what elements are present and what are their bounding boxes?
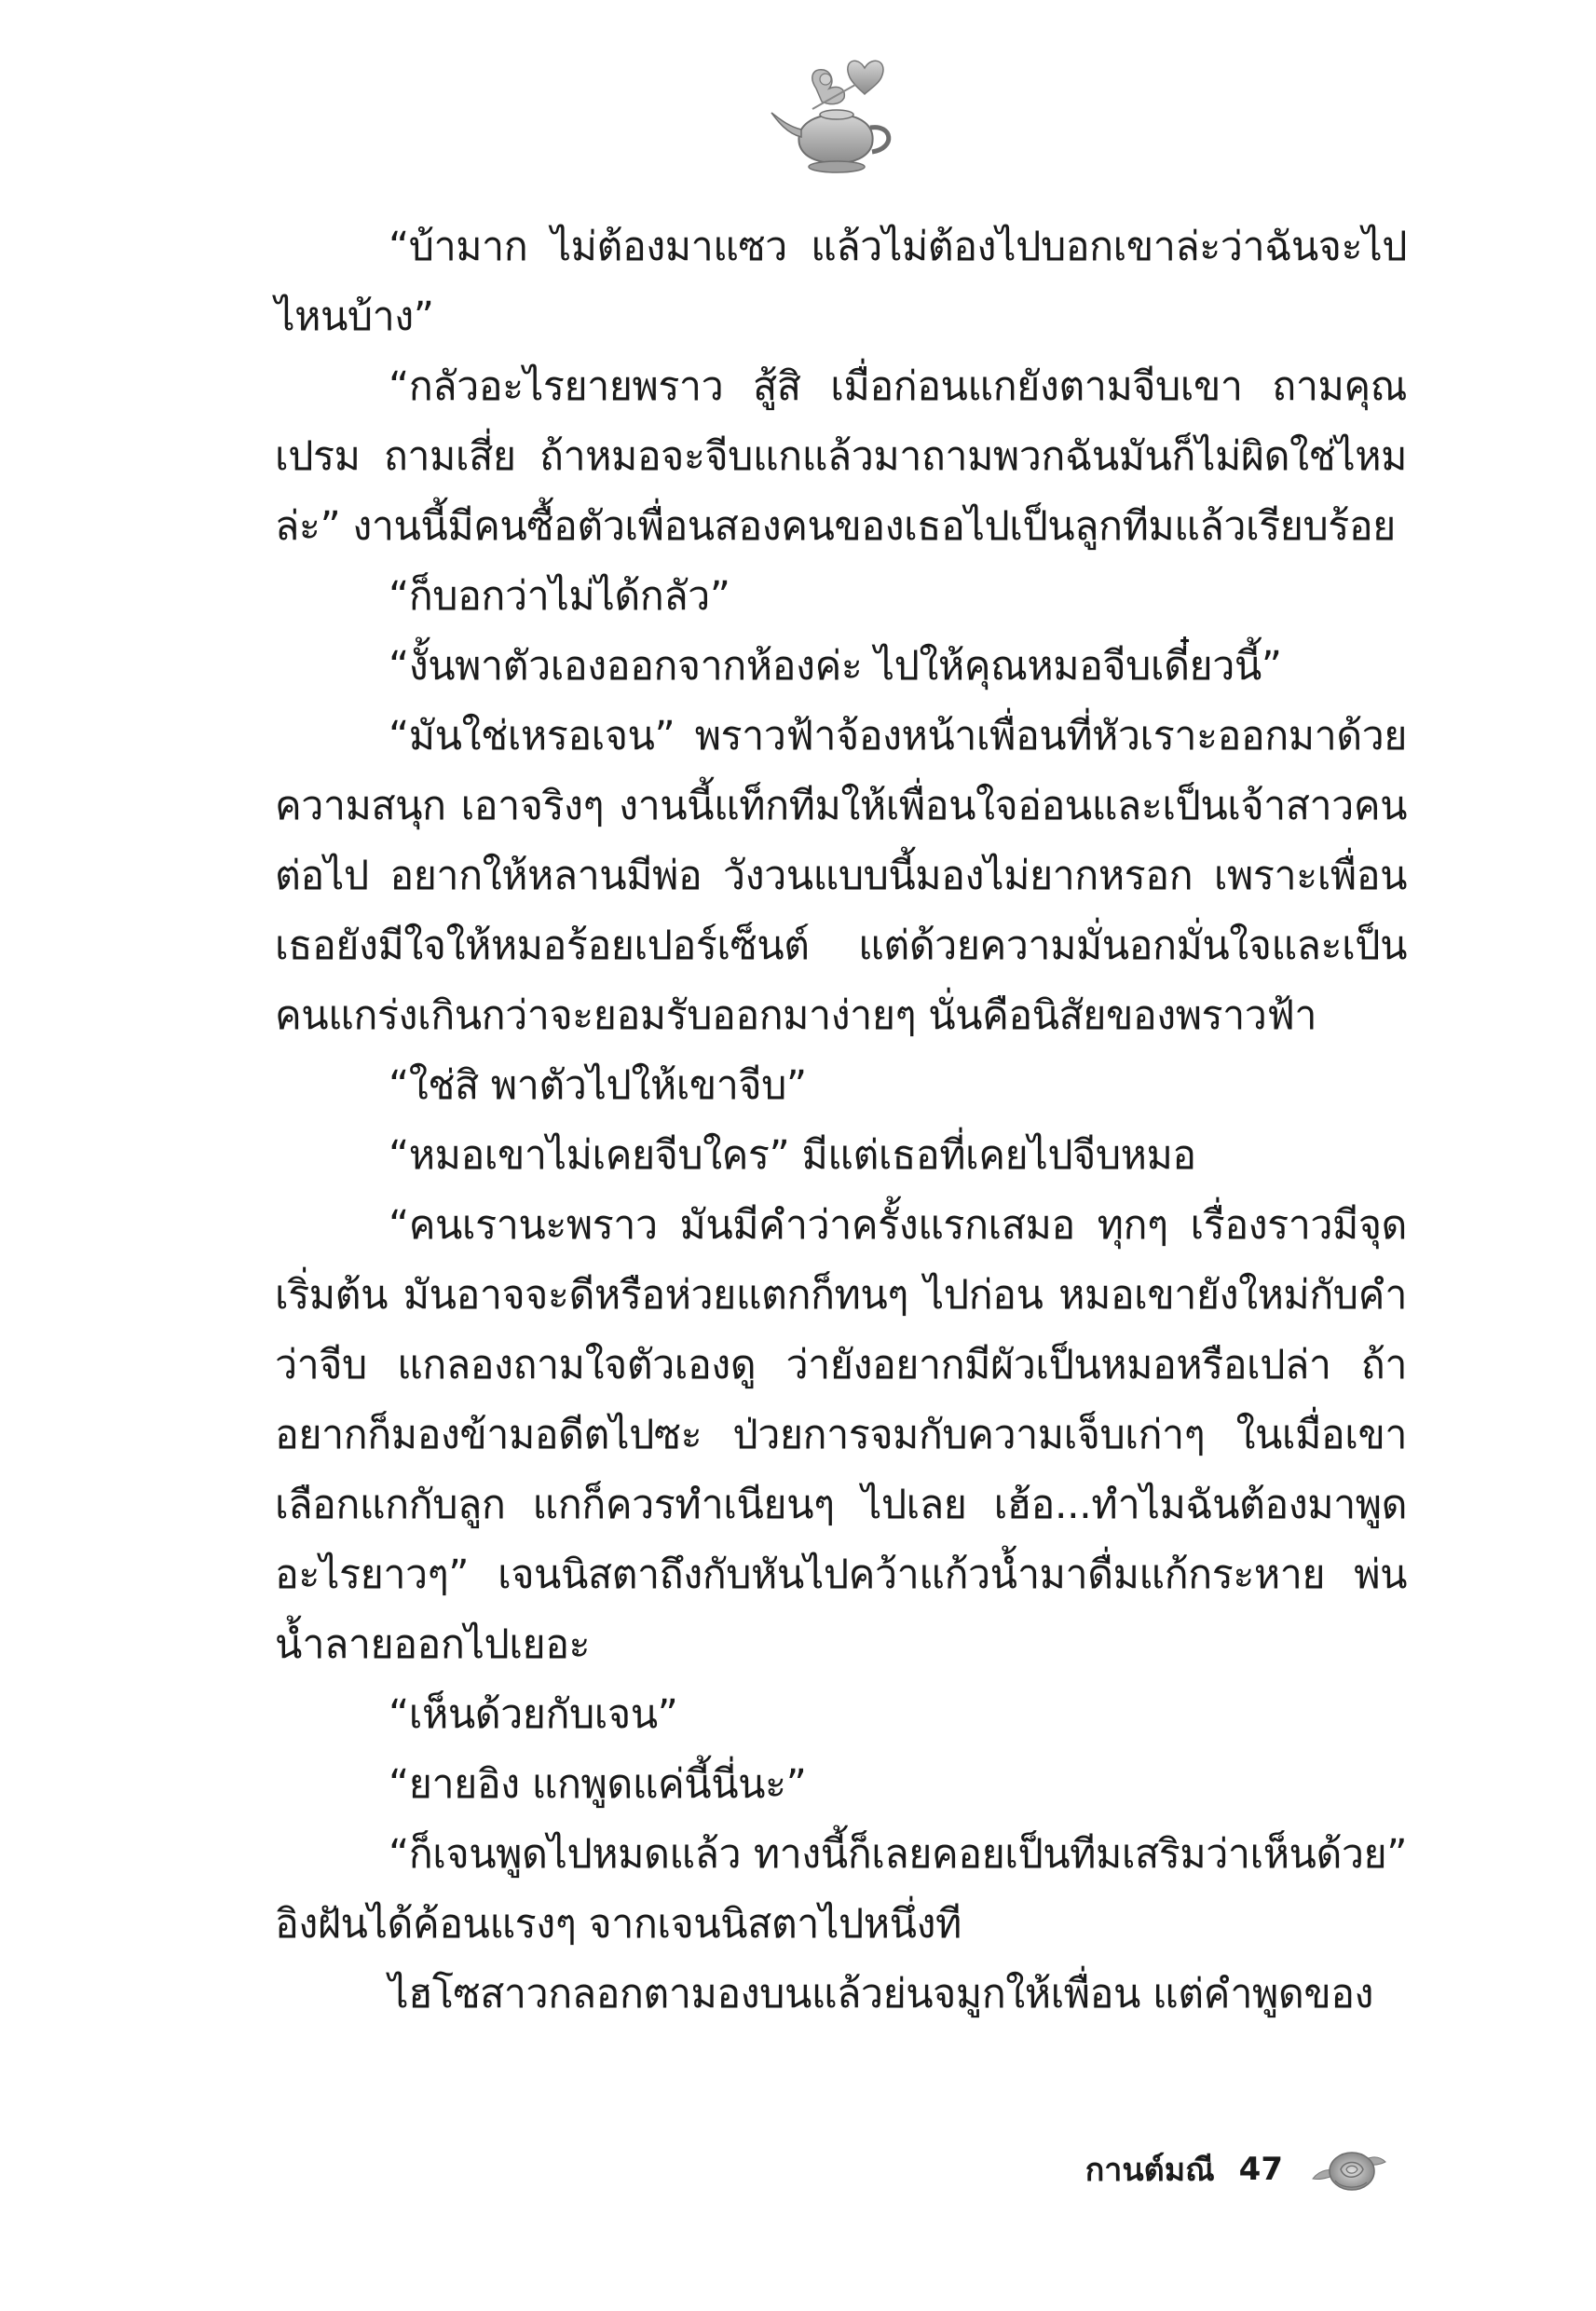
- paragraph: “งั้นพาตัวเองออกจากห้องค่ะ ไปให้คุณหมอจีบเดี๋ยวนี้”: [389, 643, 1282, 690]
- page-number: 47: [1238, 2151, 1283, 2188]
- paragraph: ไฮโซสาวกลอกตามองบนแล้วย่นจมูกให้เพื่อน แต่คำพูดของ: [389, 1971, 1374, 2017]
- paragraph: “บ้ามาก ไม่ต้องมาแซว แล้วไม่ต้องไปบอกเขาล่ะว่าฉันจะไปไหนบ้าง”: [275, 224, 1407, 340]
- paragraph: “ก็เจนพูดไปหมดแล้ว ทางนี้ก็เลยคอยเป็นทีมเสริมว่าเห็นด้วย” อิงฝันได้ค้อนแรงๆ จากเจนนิสตาไปหนึ่งที: [275, 1831, 1407, 1948]
- rose-ornament-icon: [1307, 2141, 1391, 2197]
- page-body: [275, 212, 1407, 2030]
- book-title: กานต์มณี: [1084, 2152, 1215, 2189]
- paragraph: “ก็บอกว่าไม่ได้กลัว”: [389, 573, 730, 620]
- paragraph: “ใช่สิ พาตัวไปให้เขาจีบ”: [389, 1062, 807, 1109]
- paragraph: “คนเรานะพราว มันมีคำว่าครั้งแรกเสมอ ทุกๆ เรื่องราวมีจุดเริ่มต้น มันอาจจะดีหรือห่วยแตกก็ทนๆ ไปก่อน หมอเขายังใหม่กับคำว่าจีบ แกลองถามใจตัวเองดู ว่ายังอยากมีผัวเป็นหมอหรือเปล่า ถ้าอยากก็มองข้ามอดีตไปซะ ป่วยการจมกับความเจ็บเก่าๆ ในเมื่อเขาเลือกแกกับลูก แกก็ควรทำเนียนๆ ไปเลย เฮ้อ...ทำไมฉันต้องมาพูดอะไรยาวๆ” เจนนิสตาถึงกับหันไปคว้าแก้วน้ำมาดื่มแก้กระหาย พ่นน้ำลายออกไปเยอะ: [275, 1202, 1407, 1668]
- page-footer: [1085, 2141, 1391, 2197]
- paragraph: “กลัวอะไรยายพราว สู้สิ เมื่อก่อนแกยังตามจีบเขา ถามคุณเปรม ถามเสี่ย ถ้าหมอจะจีบแกแล้วมาถามพวกฉันมันก็ไม่ผิดใช่ไหมล่ะ” งานนี้มีคนซื้อตัวเพื่อนสองคนของเธอไปเป็นลูกทีมแล้วเรียบร้อย: [275, 363, 1407, 550]
- paragraph: “หมอเขาไม่เคยจีบใคร” มีแต่เธอที่เคยไปจีบหมอ: [389, 1132, 1196, 1179]
- paragraph: “เห็นด้วยกับเจน”: [389, 1691, 678, 1738]
- paragraph: “ยายอิง แกพูดแค่นี้นี่นะ”: [389, 1761, 807, 1808]
- teapot-cupid-ornament-icon: [764, 51, 904, 182]
- paragraph: “มันใช่เหรอเจน” พราวฟ้าจ้องหน้าเพื่อนที่หัวเราะออกมาด้วยความสนุก เอาจริงๆ งานนี้แท็กทีมให้เพื่อนใจอ่อนและเป็นเจ้าสาวคนต่อไป อยากให้หลานมีพ่อ วังวนแบบนี้มองไม่ยากหรอก เพราะเพื่อนเธอยังมีใจให้หมอร้อยเปอร์เซ็นต์ แต่ด้วยความมั่นอกมั่นใจและเป็นคนแกร่งเกินกว่าจะยอมรับออกมาง่ายๆ นั่นคือนิสัยของพราวฟ้า: [275, 713, 1407, 1039]
